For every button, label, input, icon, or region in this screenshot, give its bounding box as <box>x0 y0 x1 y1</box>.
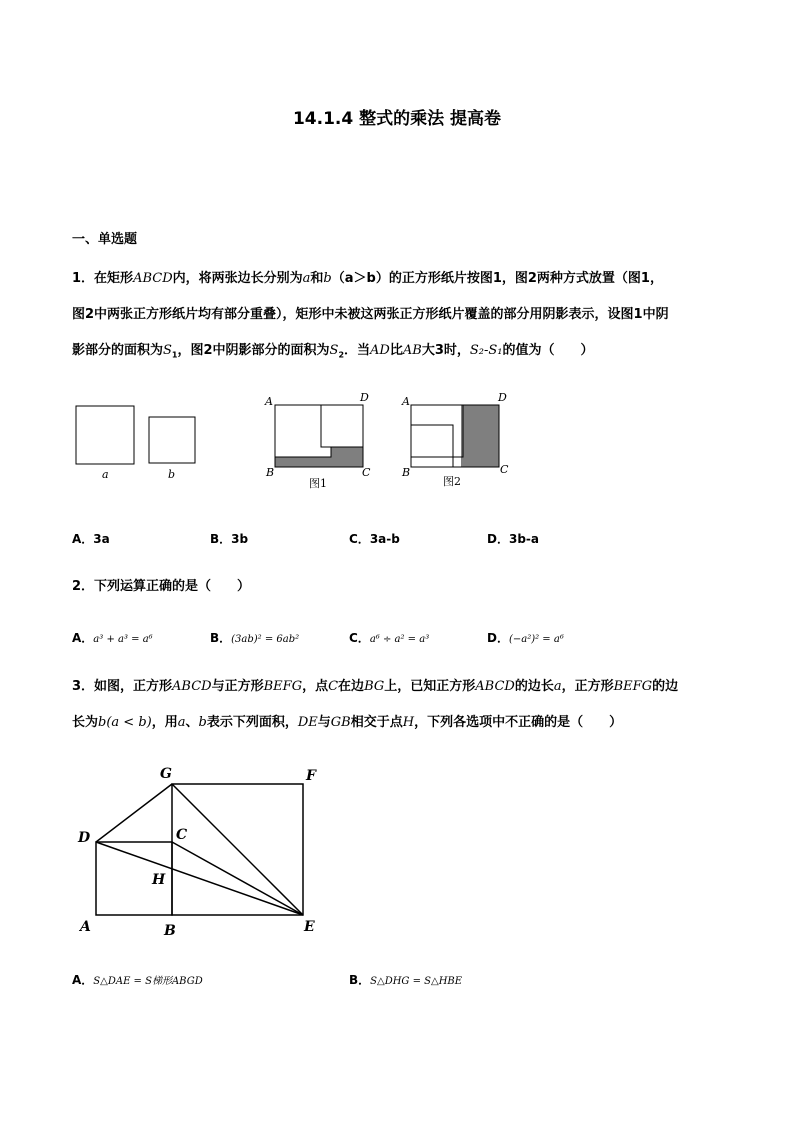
svg-text:D: D <box>360 391 369 404</box>
q1-option-d[interactable]: D．3b-a <box>487 532 539 546</box>
fig1-caption: 图1 <box>309 477 327 490</box>
svg-text:A: A <box>402 395 410 408</box>
segment-de <box>96 842 303 915</box>
svg-text:C: C <box>362 466 371 479</box>
fig1-square-b <box>321 405 363 447</box>
q3-figure <box>70 760 340 940</box>
section-heading: 一、单选题 <box>72 232 138 247</box>
page-title: 14.1.4 整式的乘法 提高卷 <box>292 109 502 129</box>
q2-option-b[interactable]: B．(3ab)² = 6ab² <box>210 631 300 645</box>
svg-text:A: A <box>265 395 273 408</box>
q1-number: 1． <box>72 271 95 286</box>
q1-line-1: 1．在矩形ABCD内，将两张边长分别为a和b（a＞b）的正方形纸片按图1，图2两种方式放置（图1， <box>72 271 663 286</box>
question-1-stem <box>72 261 732 374</box>
q1-line-3: 影部分的面积为$S_1$，图2中阴影部分的面积为$S_2$．当AD比AB大3时，S₂-S₁的值为（ ） <box>72 343 594 360</box>
square-b <box>149 417 195 463</box>
q1-option-c[interactable]: C．3a-b <box>349 532 400 546</box>
svg-text:F: F <box>306 768 316 784</box>
svg-text:A: A <box>80 919 91 935</box>
svg-text:C: C <box>176 827 188 843</box>
svg-text:B: B <box>402 466 411 479</box>
q1-option-b[interactable]: B．3b <box>210 532 249 546</box>
figure-1 <box>264 391 371 490</box>
svg-text:D: D <box>498 391 507 404</box>
svg-text:C: C <box>500 463 509 476</box>
q2-option-c[interactable]: C．a⁶ ÷ a² = a³ <box>349 631 430 645</box>
q3-option-b[interactable]: B．S△DHG = S△HBE <box>349 973 463 987</box>
label-b: b <box>168 468 176 481</box>
q3-line-2: 长为b(a < b)，用a、b表示下列面积，DE与GB相交于点H，下列各选项中不正确的是（ ） <box>72 715 623 730</box>
svg-text:B: B <box>164 923 176 939</box>
square-a <box>76 406 134 464</box>
svg-text:E: E <box>304 919 315 935</box>
svg-text:D: D <box>78 830 91 846</box>
svg-text:B: B <box>266 466 275 479</box>
q1-figure <box>60 385 540 495</box>
question-2-stem: 2．下列运算正确的是（ ） <box>72 579 251 594</box>
q1-line-2: 图2中两张正方形纸片均有部分重叠），矩形中未被这两张正方形纸片覆盖的部分用阴影表示，设图1中阴 <box>72 307 669 322</box>
svg-text:H: H <box>152 872 166 888</box>
q3-line-1: 3．如图，正方形ABCD与正方形BEFG，点C在边BG上，已知正方形ABCD的边长a，正方形BEFG的边 <box>72 679 679 694</box>
segment-ce <box>172 842 303 915</box>
question-3-stem <box>72 669 742 741</box>
label-a: a <box>102 468 109 481</box>
segment-dg <box>96 784 172 842</box>
fig2-caption: 图2 <box>443 475 461 488</box>
q1-option-a[interactable]: A．3a <box>72 532 110 546</box>
q3-option-a[interactable]: A．S△DAE = S梯形ABGD <box>72 973 203 987</box>
q2-option-a[interactable]: A．a³ + a³ = a⁶ <box>72 631 153 645</box>
figure-2 <box>401 391 509 488</box>
segment-ge <box>172 784 303 915</box>
svg-text:G: G <box>160 766 172 782</box>
q2-option-d[interactable]: D．(−a²)² = a⁶ <box>487 631 564 645</box>
